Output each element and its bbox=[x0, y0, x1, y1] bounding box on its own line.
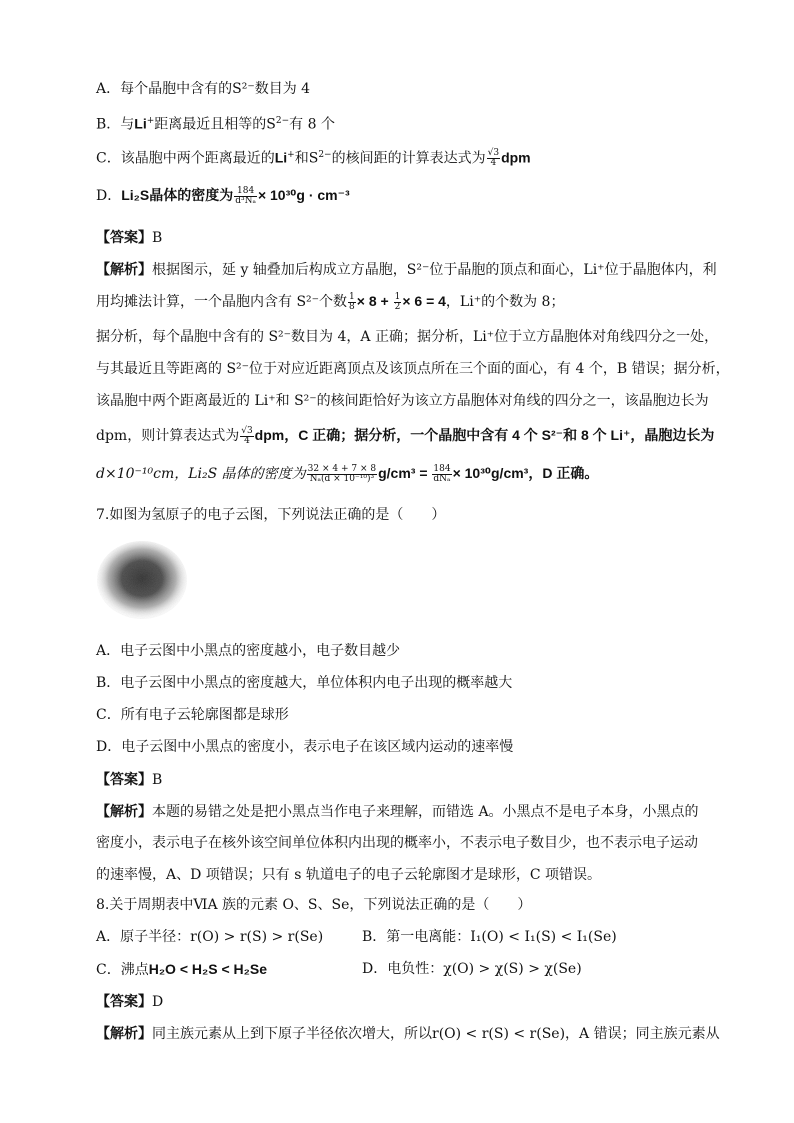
q8-stem: 8.关于周期表中ⅥA 族的元素 O、S、Se，下列说法正确的是（ ） bbox=[96, 897, 532, 913]
q6-analysis-line-4: 与其最近且等距离的 S²⁻位于对应近距离顶点及该顶点所在三个面的面心，有 4 个，B 错误；据分析， bbox=[96, 361, 730, 377]
q8-option-d: D．电负性：χ(O) > χ(S) > χ(Se) bbox=[362, 961, 582, 977]
q7-analysis-line-1: 【解析】本题的易错之处是把小黑点当作电子来理解，而错选 A。小黑点不是电子本身，小黑点的 bbox=[96, 803, 699, 820]
q6-answer: 【答案】B bbox=[96, 229, 163, 246]
q7-analysis-line-3: 的速率慢，A、D 项错误；只有 s 轨道电子的电子云轮廓图才是球形，C 项错误。 bbox=[96, 867, 602, 883]
electron-cloud-image bbox=[96, 540, 188, 620]
q7-stem: 7.如图为氢原子的电子云图，下列说法正确的是（ ） bbox=[96, 507, 446, 523]
q8-answer: 【答案】D bbox=[96, 993, 164, 1010]
q6-analysis-line-7: d×10⁻¹⁰cm，Li₂S 晶体的密度为 $\frac{32 \times 4 + 7 \times 8}{\text{Nₐ(d × 10⁻¹⁰)³}}$ g/cm³ = $\frac{184}{\text{dNₐ}}$ × 10³⁰g/cm³，D 正确。 bbox=[96, 463, 599, 484]
q7-option-b: B．电子云图中小黑点的密度越大，单位体积内电子出现的概率越大 bbox=[96, 675, 513, 691]
q8-option-a: A．原子半径：r(O) > r(S) > r(Se) bbox=[96, 929, 324, 945]
q8-option-b: B．第一电离能：I₁(O) < I₁(S) < I₁(Se) bbox=[362, 929, 617, 945]
q7-answer: 【答案】B bbox=[96, 771, 163, 788]
q6-analysis-line-5: 该晶胞中两个距离最近的 Li⁺和 S²⁻的核间距恰好为该立方晶胞体对角线的四分之一，该晶胞边长为 bbox=[96, 393, 709, 409]
q6-analysis-line-2: 用均摊法计算，一个晶胞内含有 S²⁻个数 $\frac{1}{8}$ × 8 + $\frac{1}{2}$ × 6 = 4，Li⁺的个数为 8； bbox=[96, 291, 565, 312]
q6-option-a: A．每个晶胞中含有的S²⁻数目为 4 bbox=[96, 81, 311, 97]
q8-option-c: C．沸点H₂O < H₂S < H₂Se bbox=[96, 961, 267, 978]
q7-analysis-line-2: 密度小，表示电子在核外该空间单位体积内出现的概率小，不表示电子数目少，也不表示电子运动 bbox=[96, 835, 698, 851]
q7-option-c: C．所有电子云轮廓图都是球形 bbox=[96, 707, 289, 723]
q8-analysis-line-1: 【解析】同主族元素从上到下原子半径依次增大，所以r(O) < r(S) < r(Se)，A 错误；同主族元素从 bbox=[96, 1025, 720, 1042]
q6-option-c: C．该晶胞中两个距离最近的Li+和$S^{2-}$的核间距的计算表达式为 $\frac{√3}{4}$ dpm bbox=[96, 148, 531, 169]
q6-analysis-line-6: dpm，则计算表达式为 $\frac{√3}{4}$ dpm，C 正确；据分析，一个晶胞中含有 4 个 S²⁻和 8 个 Li⁺，晶胞边长为 bbox=[96, 425, 715, 446]
q6-analysis-line-1: 【解析】根据图示，延 y 轴叠加后构成立方晶胞，S²⁻位于晶胞的顶点和面心，Li⁺位于晶胞体内，利 bbox=[96, 261, 717, 278]
q6-analysis-line-3: 据分析，每个晶胞中含有的 S²⁻数目为 4，A 正确；据分析，Li⁺位于立方晶胞体对角线四分之一处， bbox=[96, 329, 719, 345]
electron-cloud-icon bbox=[96, 540, 188, 620]
q6-option-d: D．Li₂S晶体的密度为 $\frac{184}{\text{d³Nₐ}}$ × 10³⁰g · cm⁻³ bbox=[96, 185, 350, 206]
q7-option-d: D．电子云图中小黑点的密度小，表示电子在该区域内运动的速率慢 bbox=[96, 739, 514, 755]
q6-option-b: B．与Li+距离最近且相等的$S^{2-}$有 8 个 bbox=[96, 115, 335, 133]
q7-option-a: A．电子云图中小黑点的密度越小，电子数目越少 bbox=[96, 643, 401, 659]
